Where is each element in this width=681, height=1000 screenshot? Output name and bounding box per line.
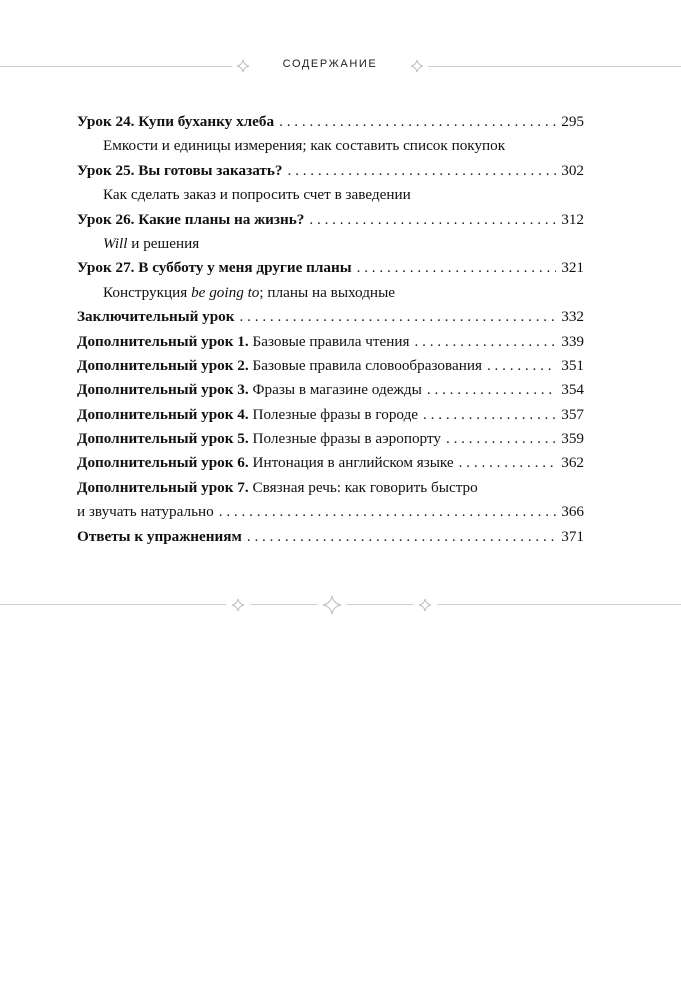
toc-page-number: 312 xyxy=(561,210,584,228)
toc-page-number: 321 xyxy=(561,259,584,277)
toc-subtitle xyxy=(77,281,584,305)
dot-leader xyxy=(247,525,556,549)
dot-leader xyxy=(219,500,556,524)
footer-rule xyxy=(437,604,681,605)
toc-entry-description: Полезные фразы в аэропорту xyxy=(248,430,441,448)
dot-leader xyxy=(288,159,557,183)
toc-entry[interactable] xyxy=(77,427,584,451)
header-rule-right xyxy=(428,66,681,67)
toc-entry-text xyxy=(77,451,454,475)
toc-entry-text xyxy=(103,134,505,158)
toc-entry-description: Полезные фразы в городе xyxy=(248,405,419,423)
dot-leader xyxy=(309,208,556,232)
toc-entry-text xyxy=(77,159,283,183)
toc-entry[interactable] xyxy=(77,451,584,475)
toc-entry-title: Урок 24. Купи буханку хлеба xyxy=(77,113,275,130)
toc-entry-text xyxy=(77,208,304,232)
toc-page-number: 357 xyxy=(561,405,584,423)
toc-entry[interactable] xyxy=(77,403,584,427)
toc-entry[interactable] xyxy=(77,330,584,354)
toc-page-number: 366 xyxy=(561,503,584,521)
toc-entry-title: Дополнительный урок 7. xyxy=(77,478,249,496)
toc-entry-text xyxy=(77,476,478,500)
toc-page-number: 295 xyxy=(561,113,584,130)
toc-entry[interactable] xyxy=(77,354,584,378)
toc-entry-title: Дополнительный урок 4. xyxy=(77,405,249,423)
toc-entry-italic: Will xyxy=(103,234,128,252)
toc-entry-description: и звучать натурально xyxy=(77,503,214,521)
toc-page-number: 354 xyxy=(561,381,584,399)
toc-entry-text xyxy=(77,110,274,134)
toc-entry-text xyxy=(77,427,441,451)
toc-entry-title: Дополнительный урок 5. xyxy=(77,430,249,448)
toc-entry-description: Базовые правила словообразования xyxy=(248,356,482,374)
toc-entry-title: Дополнительный урок 6. xyxy=(77,454,249,472)
table-of-contents xyxy=(77,110,584,549)
toc-entry-text xyxy=(77,354,482,378)
toc-page-number: 359 xyxy=(561,430,584,448)
toc-entry-text xyxy=(77,403,418,427)
toc-entry-text-part: ; планы на выходные xyxy=(259,283,396,301)
toc-entry-title: Урок 27. В субботу у меня другие планы xyxy=(77,259,352,277)
toc-entry-text xyxy=(77,500,214,524)
toc-entry xyxy=(77,476,584,500)
toc-entry-text xyxy=(77,525,242,549)
toc-entry[interactable] xyxy=(77,525,584,549)
dot-leader xyxy=(415,330,556,354)
toc-entry[interactable] xyxy=(77,256,584,280)
toc-entry-text-part: Конструкция xyxy=(103,283,192,301)
toc-page-number: 362 xyxy=(561,454,584,472)
toc-page-number: 339 xyxy=(561,332,584,350)
toc-entry-italic: be going to xyxy=(191,283,260,301)
toc-entry-text-part: Как сделать заказ и попросить счет в заведении xyxy=(103,186,411,204)
dot-leader xyxy=(423,403,556,427)
toc-entry-description: Фразы в магазине одежды xyxy=(248,381,422,399)
footer-rule xyxy=(250,604,318,605)
dot-leader xyxy=(459,451,556,475)
toc-entry-text xyxy=(77,305,235,329)
dot-leader xyxy=(240,305,556,329)
footer-rule xyxy=(0,604,226,605)
dot-leader xyxy=(446,427,556,451)
sparkle-icon xyxy=(322,595,342,615)
sparkle-icon xyxy=(418,595,432,615)
sparkle-icon xyxy=(231,595,245,615)
sparkle-icon xyxy=(410,56,424,76)
dot-leader xyxy=(427,378,556,402)
dot-leader xyxy=(279,110,556,134)
toc-entry[interactable] xyxy=(77,159,584,183)
dot-leader xyxy=(357,256,556,280)
toc-entry-text xyxy=(77,256,352,280)
toc-entry-text-part: и решения xyxy=(127,234,200,252)
sparkle-icon xyxy=(236,56,250,76)
toc-entry-title: Урок 25. Вы готовы заказать? xyxy=(77,161,283,179)
toc-entry-text-part: Емкости и единицы измерения; как составить список покупок xyxy=(103,137,506,155)
toc-page-number: 351 xyxy=(561,356,584,374)
toc-entry-description: Интонация в английском языке xyxy=(248,454,454,472)
page-title: СОДЕРЖАНИЕ xyxy=(282,58,378,70)
page-footer-ornament xyxy=(0,595,681,615)
toc-entry-text xyxy=(103,183,411,207)
toc-entry[interactable] xyxy=(77,378,584,402)
toc-page-number: 302 xyxy=(561,161,584,179)
toc-entry-description: Базовые правила чтения xyxy=(248,332,410,350)
toc-entry-text xyxy=(77,330,410,354)
dot-leader xyxy=(487,354,556,378)
toc-entry-title: Заключительный урок xyxy=(77,308,235,326)
page-header xyxy=(0,56,681,76)
toc-entry-description: Связная речь: как говорить быстро xyxy=(248,478,478,496)
toc-entry[interactable] xyxy=(77,208,584,232)
header-rule-left xyxy=(0,66,232,67)
footer-rule xyxy=(346,604,414,605)
toc-subtitle xyxy=(77,134,584,158)
toc-entry-title: Дополнительный урок 2. xyxy=(77,356,249,374)
toc-entry-text xyxy=(103,232,199,256)
toc-entry-title: Урок 26. Какие планы на жизнь? xyxy=(77,210,305,228)
toc-subtitle xyxy=(77,183,584,207)
toc-entry-text xyxy=(103,281,395,305)
toc-subtitle xyxy=(77,232,584,256)
toc-page-number: 371 xyxy=(561,527,584,545)
toc-entry[interactable] xyxy=(77,305,584,329)
toc-entry-title: Ответы к упражнениям xyxy=(77,527,242,545)
toc-entry[interactable] xyxy=(77,110,584,134)
toc-page-number: 332 xyxy=(561,308,584,326)
toc-entry[interactable] xyxy=(77,500,584,524)
toc-entry-text xyxy=(77,378,422,402)
toc-entry-title: Дополнительный урок 1. xyxy=(77,332,249,350)
toc-entry-title: Дополнительный урок 3. xyxy=(77,381,249,399)
